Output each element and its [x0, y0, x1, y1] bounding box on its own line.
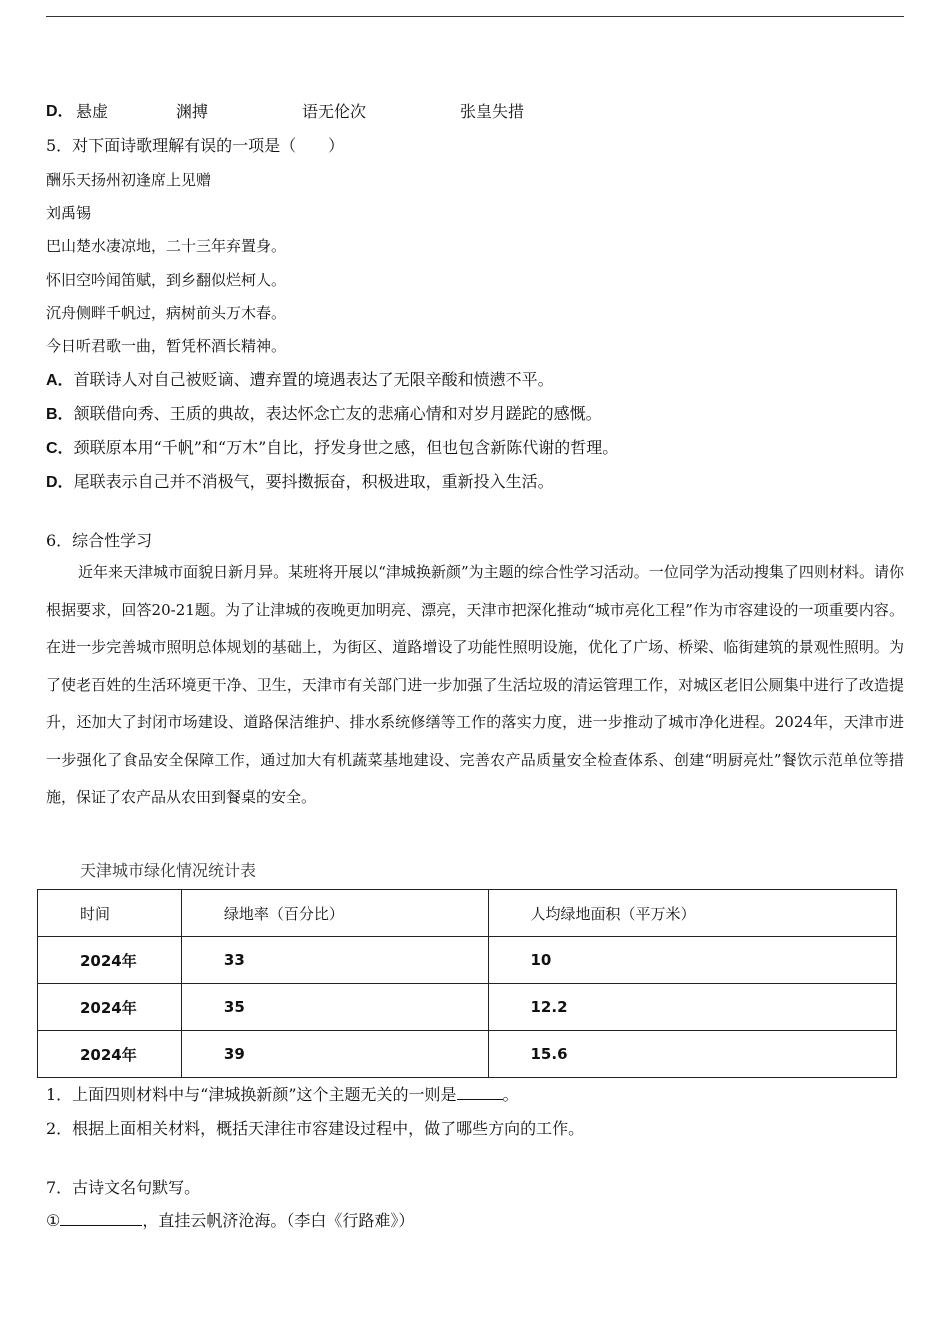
q7-heading: 7．古诗文名句默写。	[46, 1178, 201, 1197]
table-cell: 35	[181, 984, 488, 1031]
option-item: 语无伦次	[302, 102, 367, 121]
poem-line: 沉舟侧畔千帆过，病树前头万木春。	[46, 304, 287, 322]
option-label: B．	[46, 406, 74, 423]
poem-line: 今日听君歌一曲，暂凭杯酒长精神。	[46, 337, 287, 355]
item-marker: ①	[46, 1211, 61, 1230]
poem-line: 巴山楚水凄凉地，二十三年弃置身。	[46, 237, 287, 255]
poem-author: 刘禹锡	[46, 204, 92, 222]
header-rule	[46, 16, 904, 17]
option-text: 颔联借向秀、王质的典故，表达怀念亡友的悲痛心情和对岁月蹉跎的感慨。	[73, 404, 602, 423]
q6-sub2: 2．根据上面相关材料，概括天津往市容建设过程中，做了哪些方向的工作。	[46, 1119, 585, 1138]
item-text: ，直挂云帆济沧海。（李白《行路难》）	[142, 1211, 415, 1230]
option-label: D．	[46, 103, 74, 120]
table-header-cell: 人均绿地面积（平万米）	[488, 890, 897, 937]
option-text: 尾联表示自己并不消极气，要抖擞振奋，积极进取，重新投入生活。	[73, 472, 554, 491]
passage-text: 近年来天津城市面貌日新月异。某班将开展以“津城换新颜”为主题的综合性学习活动。一位同学为活动搜集了四则材料。请你根据要求，回答20-21题。为了让津城的夜晚更加明亮、漂亮，天津市把深化推动“城市亮化工程”作为市容建设的一项重要内容。在进一步完善城市照明总体规划的基础上，为街区、道路增设了功能性照明设施，优化了广场、桥梁、临街建筑的景观性照明。为了使老百姓的生活环境更干净、卫生，天津市有关部门进一步加强了生活垃圾的清运管理工作，对城区老旧公厕集中进行了改造提升，还加大了封闭市场建设、道路保洁维护、排水系统修缮等工作的落实力度，进一步推动了城市净化进程。2024年，天津市进一步强化了食品安全保障工作，通过加大有机蔬菜基地建设、完善农产品质量安全检查体系、创建“明厨亮灶”餐饮示范单位等措施，保证了农产品从农田到餐桌的安全。	[46, 563, 904, 806]
table-cell: 15.6	[488, 1031, 897, 1078]
table-cell: 2024年	[38, 937, 182, 984]
poem-title: 酬乐天扬州初逢席上见赠	[46, 171, 212, 189]
answer-blank[interactable]	[457, 1099, 503, 1100]
q7-item1	[46, 1211, 414, 1231]
table-caption: 天津城市绿化情况统计表	[80, 861, 257, 880]
table-row	[38, 984, 897, 1031]
option-text: 颈联原本用“千帆”和“万木”自比，抒发身世之感，但也包含新陈代谢的哲理。	[73, 438, 619, 457]
q5-option-b	[46, 404, 602, 425]
table-row	[38, 1031, 897, 1078]
sub1-suffix: 。	[502, 1085, 519, 1104]
sub1-text: 1．上面四则材料中与“津城换新颜”这个主题无关的一则是	[46, 1085, 457, 1104]
table-cell: 12.2	[488, 984, 897, 1031]
answer-blank[interactable]	[60, 1225, 142, 1226]
option-text: 首联诗人对自己被贬谪、遭弃置的境遇表达了无限辛酸和愤懑不平。	[73, 370, 554, 389]
table-row	[38, 937, 897, 984]
option-item: 悬虚	[76, 102, 109, 121]
option-item: 渊搏	[176, 102, 209, 121]
q5-option-a	[46, 370, 554, 391]
option-label: C．	[46, 440, 74, 457]
table-cell: 33	[181, 937, 488, 984]
option-label: D．	[46, 474, 74, 491]
q6-passage	[46, 554, 904, 817]
option-item: 张皇失措	[460, 102, 525, 121]
poem-line: 怀旧空吟闻笛赋，到乡翻似烂柯人。	[46, 271, 287, 289]
q6-heading: 6．综合性学习	[46, 531, 153, 550]
table-header-cell: 时间	[38, 890, 182, 937]
q4-option-d	[46, 102, 646, 122]
table-cell: 2024年	[38, 1031, 182, 1078]
option-label: A．	[46, 372, 74, 389]
table-cell: 39	[181, 1031, 488, 1078]
q6-sub1	[46, 1085, 519, 1105]
q5-option-c	[46, 438, 618, 459]
table-cell: 2024年	[38, 984, 182, 1031]
greening-stats-table	[37, 889, 897, 1078]
table-header-row	[38, 890, 897, 937]
table-header-cell: 绿地率（百分比）	[181, 890, 488, 937]
table-cell: 10	[488, 937, 897, 984]
q5-stem: 5．对下面诗歌理解有误的一项是（ ）	[46, 136, 345, 155]
q5-option-d	[46, 472, 554, 493]
